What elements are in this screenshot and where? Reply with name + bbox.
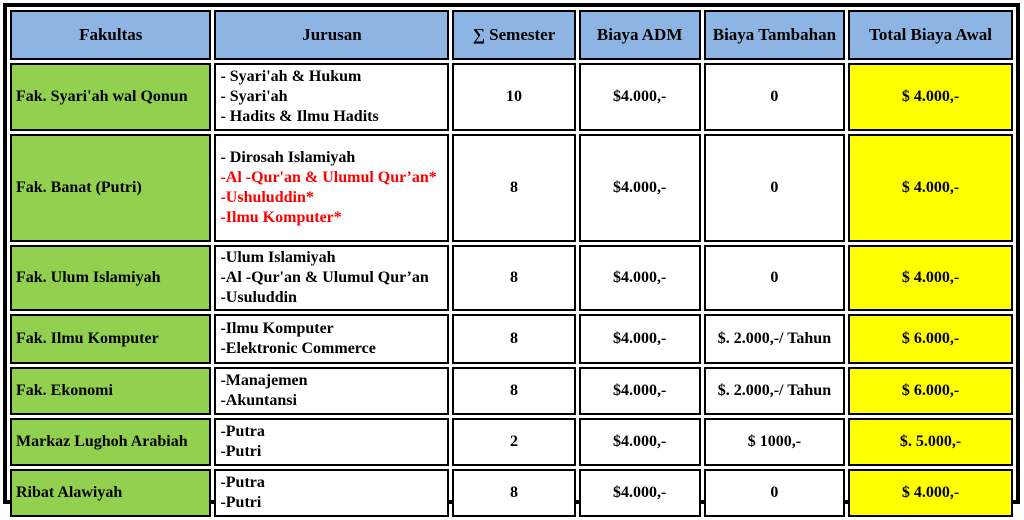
jurusan-line: -Ulum Islamiyah <box>220 249 336 266</box>
column-header-jurusan: Jurusan <box>214 10 449 60</box>
jurusan-cell <box>214 314 449 364</box>
semester-cell: 8 <box>452 314 575 364</box>
jurusan-line: -Putra <box>220 423 265 440</box>
tuition-fee-table <box>7 7 1016 520</box>
jurusan-cell <box>214 367 449 415</box>
total-biaya-awal-cell: $ 6.000,- <box>848 367 1013 415</box>
biaya-tambahan-cell: 0 <box>704 134 845 242</box>
biaya-tambahan-cell: $ 1000,- <box>704 418 845 466</box>
table-row <box>10 469 1013 517</box>
table-body <box>10 63 1013 517</box>
table-row <box>10 314 1013 364</box>
jurusan-line: -Ilmu Komputer <box>220 320 334 337</box>
total-biaya-awal-cell: $ 4.000,- <box>848 134 1013 242</box>
column-header-semester: ∑ Semester <box>452 10 575 60</box>
jurusan-line: -Al -Qur'an & Ulumul Qur’an <box>220 269 429 286</box>
biaya-tambahan-cell: 0 <box>704 469 845 517</box>
semester-cell: 8 <box>452 367 575 415</box>
jurusan-line: - Dirosah Islamiyah <box>220 149 356 166</box>
biaya-adm-cell: $4.000,- <box>579 314 701 364</box>
jurusan-cell <box>214 469 449 517</box>
biaya-tambahan-cell: 0 <box>704 63 845 131</box>
jurusan-cell <box>214 134 449 242</box>
jurusan-line: -Akuntansi <box>220 392 297 409</box>
biaya-adm-cell: $4.000,- <box>579 134 701 242</box>
jurusan-line: - Syari'ah & Hukum <box>220 68 362 85</box>
biaya-tambahan-cell: $. 2.000,-/ Tahun <box>704 314 845 364</box>
biaya-adm-cell: $4.000,- <box>579 418 701 466</box>
column-header-biaya-adm: Biaya ADM <box>579 10 701 60</box>
fakultas-cell: Markaz Lughoh Arabiah <box>10 418 211 466</box>
tuition-fee-table-frame <box>3 3 1020 511</box>
semester-cell: 8 <box>452 134 575 242</box>
table-row <box>10 63 1013 131</box>
fakultas-cell: Fak. Banat (Putri) <box>10 134 211 242</box>
jurusan-line: -Usuluddin <box>220 289 297 306</box>
fakultas-cell: Fak. Ekonomi <box>10 367 211 415</box>
semester-cell: 2 <box>452 418 575 466</box>
fakultas-cell: Fak. Syari'ah wal Qonun <box>10 63 211 131</box>
semester-cell: 10 <box>452 63 575 131</box>
jurusan-line: -Elektronic Commerce <box>220 340 376 357</box>
column-header-biaya-tambahan: Biaya Tambahan <box>704 10 845 60</box>
biaya-adm-cell: $4.000,- <box>579 469 701 517</box>
table-header-row <box>10 10 1013 60</box>
biaya-adm-cell: $4.000,- <box>579 245 701 311</box>
total-biaya-awal-cell: $. 5.000,- <box>848 418 1013 466</box>
semester-cell: 8 <box>452 245 575 311</box>
jurusan-cell <box>214 245 449 311</box>
total-biaya-awal-cell: $ 6.000,- <box>848 314 1013 364</box>
jurusan-line: -Al -Qur'an & Ulumul Qur’an* <box>220 169 437 186</box>
table-row <box>10 245 1013 311</box>
column-header-fakultas: Fakultas <box>10 10 211 60</box>
jurusan-line: -Ilmu Komputer* <box>220 209 342 226</box>
jurusan-line: -Ushuluddin* <box>220 189 314 206</box>
biaya-adm-cell: $4.000,- <box>579 63 701 131</box>
biaya-tambahan-cell: 0 <box>704 245 845 311</box>
jurusan-line: - Hadits & Ilmu Hadits <box>220 108 379 125</box>
fakultas-cell: Ribat Alawiyah <box>10 469 211 517</box>
column-header-total-biaya-awal: Total Biaya Awal <box>848 10 1013 60</box>
biaya-tambahan-cell: $. 2.000,-/ Tahun <box>704 367 845 415</box>
jurusan-line: -Putri <box>220 443 262 460</box>
table-row <box>10 134 1013 242</box>
semester-cell: 8 <box>452 469 575 517</box>
fakultas-cell: Fak. Ulum Islamiyah <box>10 245 211 311</box>
table-row <box>10 418 1013 466</box>
jurusan-cell <box>214 418 449 466</box>
total-biaya-awal-cell: $ 4.000,- <box>848 63 1013 131</box>
table-row <box>10 367 1013 415</box>
total-biaya-awal-cell: $ 4.000,- <box>848 469 1013 517</box>
jurusan-line: - Syari'ah <box>220 88 288 105</box>
total-biaya-awal-cell: $ 4.000,- <box>848 245 1013 311</box>
jurusan-line: -Manajemen <box>220 372 308 389</box>
biaya-adm-cell: $4.000,- <box>579 367 701 415</box>
jurusan-line: -Putri <box>220 494 262 511</box>
jurusan-line: -Putra <box>220 474 265 491</box>
jurusan-cell <box>214 63 449 131</box>
fakultas-cell: Fak. Ilmu Komputer <box>10 314 211 364</box>
